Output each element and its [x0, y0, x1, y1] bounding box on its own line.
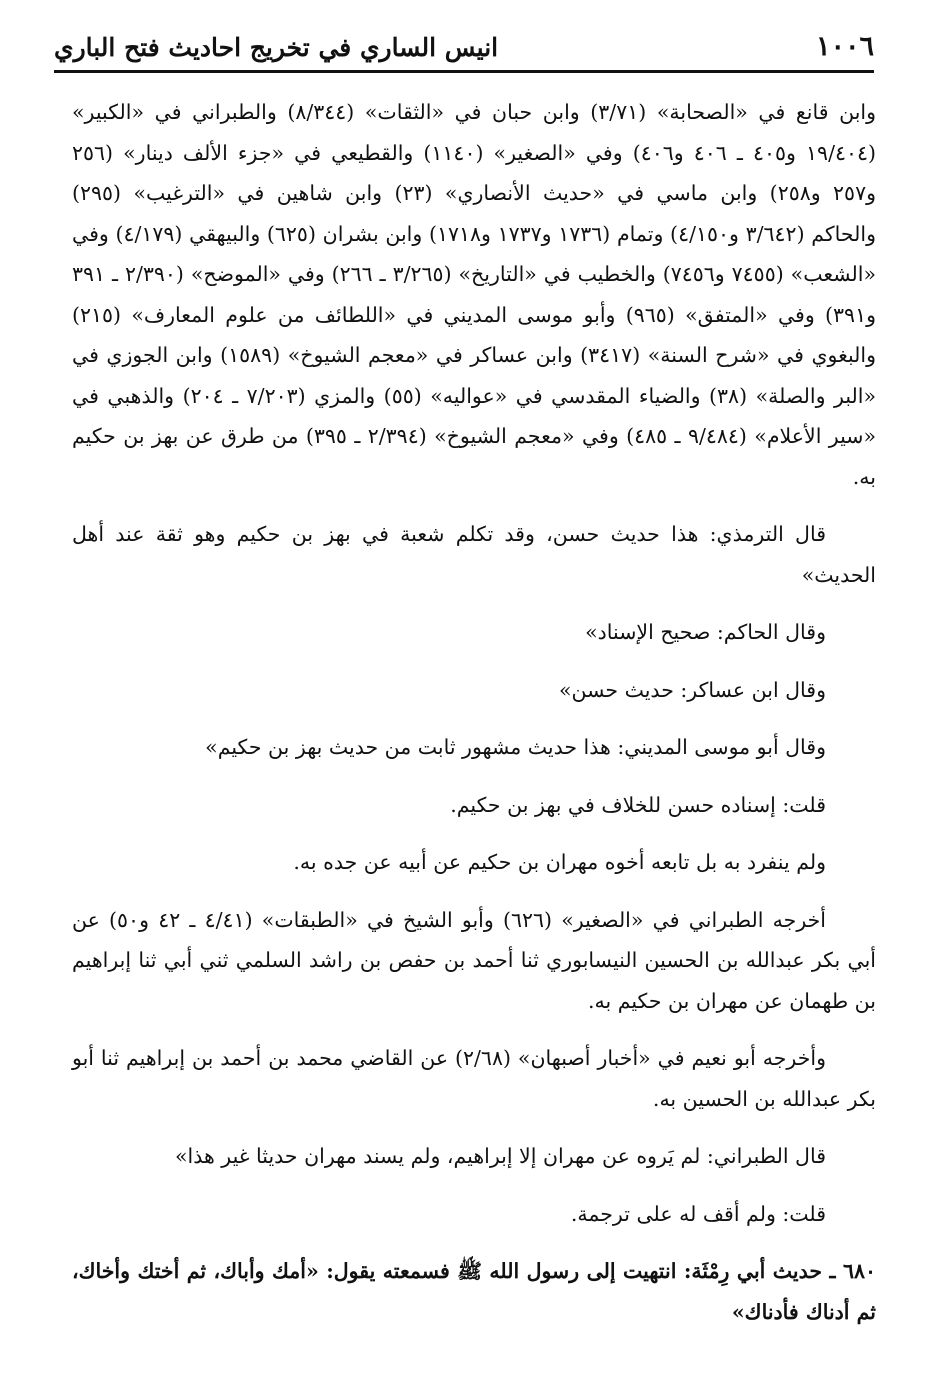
paragraph-hakim-opinion: وقال الحاكم: صحيح الإسناد»	[585, 620, 826, 644]
paragraph-author-note-2: قلت: ولم أقف له على ترجمة.	[570, 1201, 826, 1226]
paragraph-author-note: قلت: إسناده حسن للخلاف في بهز بن حكيم.	[450, 792, 826, 817]
header-rule	[54, 70, 874, 73]
page-number: ١٠٠٦	[815, 31, 874, 62]
paragraph-ibn-asakir-opinion: وقال ابن عساكر: حديث حسن»	[558, 677, 826, 702]
paragraph-takhrij-sources: وابن قانع في «الصحابة» (٣/٧١) وابن حبان في «الثقات» (٨/٣٤٤) والطبراني في «الكبير» (١٩/٤٠٤ و٤٠٥ ـ ٤٠٦ و٤٠٦) وفي «الصغير» (١١٤٠) والقطيعي في «جزء الألف دينار» (٢٥٦ و٢٥٧ و٢٥٨) وابن ماسي في «حديث الأنصاري» (٢٣) وابن شاهين في «الترغيب» (٢٩٥) والحاكم (٣/٦٤٢ و٤/١٥٠) وتمام (١٧٣٦ و١٧٣٧ و١٧١٨) وابن بشران (٦٢٥) والبيهقي (٤/١٧٩) وفي «الشعب» (٧٤٥٥ و٧٤٥٦) والخطيب في «التاريخ» (٣/٢٦٥ ـ ٢٦٦) وفي «الموضح» (٢/٣٩٠ ـ ٣٩١ و٣٩١) وفي «المتفق» (٩٦٥) وأبو موسى المديني في «اللطائف من علوم المعارف» (٢١٥) والبغوي في «شرح السنة» (٣٤١٧) وابن عساكر في «معجم الشيوخ» (١٥٨٩) وابن الجوزي في «البر والصلة» (٣٨) والضياء المقدسي في «عواليه» (٥٥) والمزي (٧/٢٠٣ ـ ٢٠٤) والذهبي في «سير الأعلام» (٩/٤٨٤ ـ ٤٨٥) وفي «معجم الشيوخ» (٢/٣٩٤ ـ ٣٩٥) من طرق عن بهز بن حكيم به.	[72, 100, 877, 489]
paragraph-tabarani-opinion: قال الطبراني: لم يَروه عن مهران إلا إبراهيم، ولم يسند مهران حديثا غير هذا»	[174, 1144, 826, 1168]
hadith-680-heading: ٦٨٠ ـ حديث أبي رِمْثَة: انتهيت إلى رسول الله ﷺ فسمعته يقول: «أمك وأباك، ثم أختك وأخاك، ثم أدناك فأدناك»	[72, 1259, 876, 1324]
page-body	[72, 92, 876, 1349]
paragraph-tabarani-takhrij: أخرجه الطبراني في «الصغير» (٦٢٦) وأبو الشيخ في «الطبقات» (٤/٤١ ـ ٤٢ و٥٠) عن أبي بكر عبدالله بن الحسين النيسابوري ثنا أحمد بن حفص بن راشد السلمي ثني أبي ثنا إبراهيم بن طهمان عن مهران بن حكيم به.	[72, 907, 876, 1013]
page-header	[54, 24, 874, 68]
paragraph-mutabaah: ولم ينفرد به بل تابعه أخوه مهران بن حكيم عن أبيه عن جده به.	[293, 850, 826, 874]
paragraph-abu-nuaym-takhrij: وأخرجه أبو نعيم في «أخبار أصبهان» (٢/٦٨) عن القاضي محمد بن أحمد بن إبراهيم ثنا أبو بكر عبدالله بن الحسين به.	[72, 1046, 876, 1111]
running-title: انيس الساري في تخريج احاديث فتح الباري	[54, 33, 499, 62]
paragraph-madini-opinion: وقال أبو موسى المديني: هذا حديث مشهور ثابت من حديث بهز بن حكيم»	[205, 735, 826, 759]
paragraph-tirmidhi-opinion: قال الترمذي: هذا حديث حسن، وقد تكلم شعبة في بهز بن حكيم وهو ثقة عند أهل الحديث»	[72, 522, 876, 587]
